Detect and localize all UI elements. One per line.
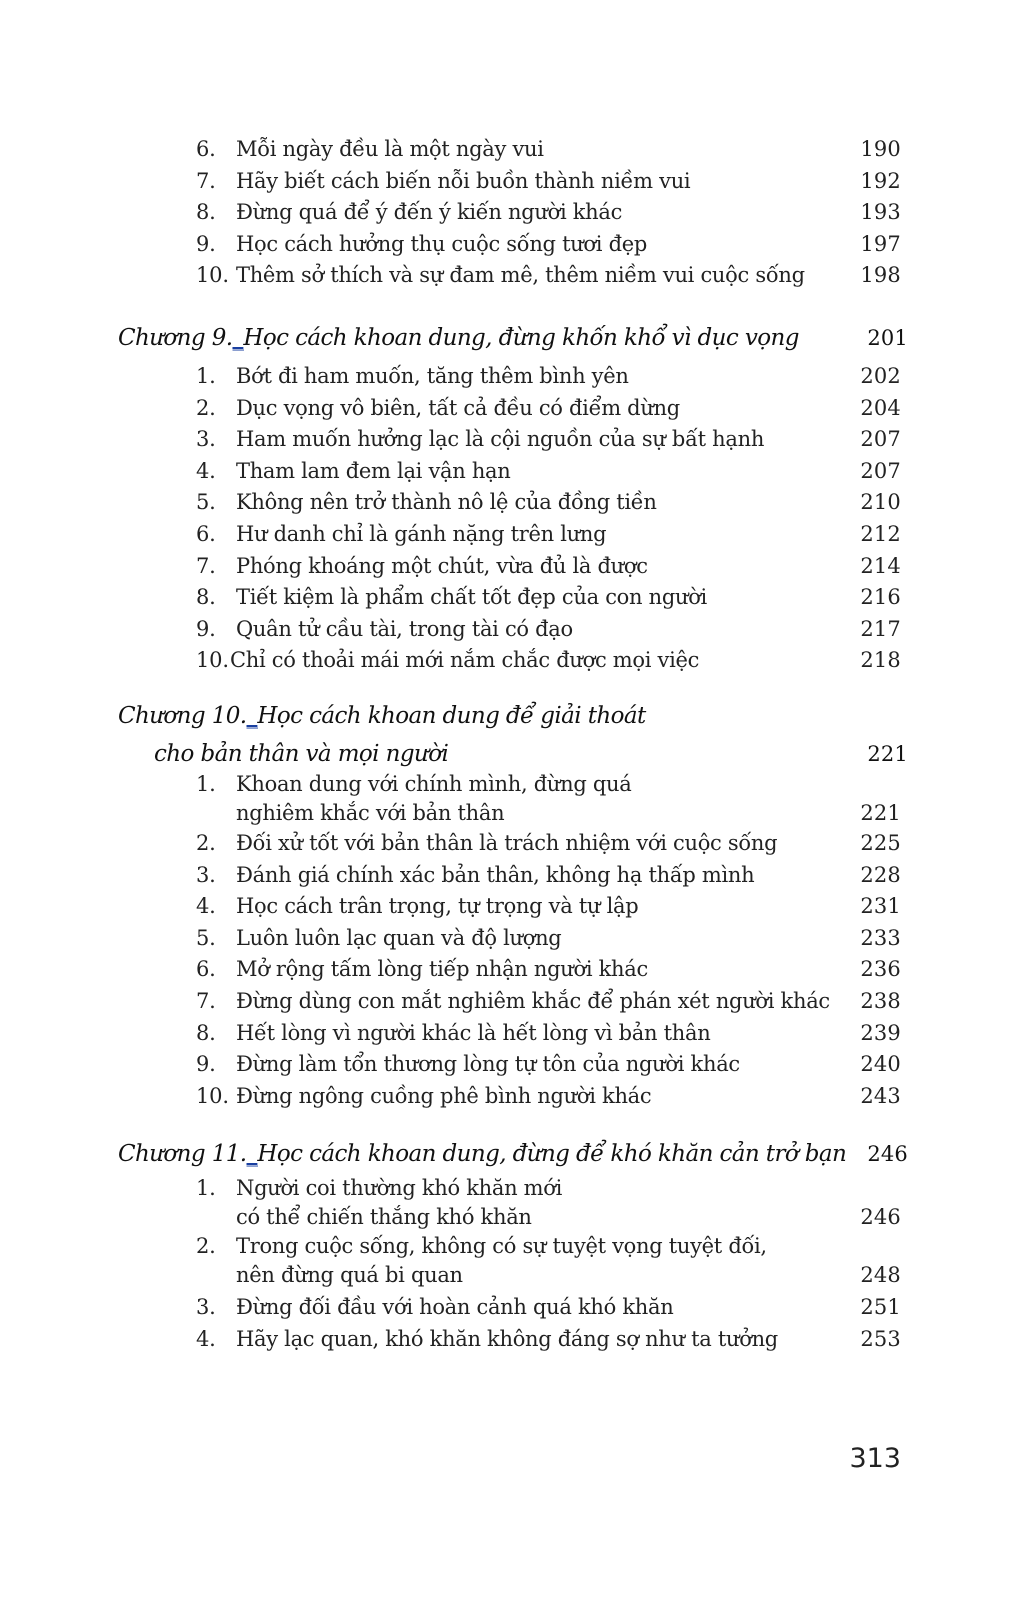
entry-page: 192: [860, 168, 901, 193]
chapter-link-mark: _: [246, 703, 258, 729]
entry-number: 2.: [196, 831, 216, 855]
toc-entry: [0, 551, 1025, 583]
toc-entry: [0, 891, 1025, 923]
entry-page: 251: [860, 1295, 901, 1319]
entry-page: 243: [860, 1083, 901, 1108]
toc-entry: [0, 229, 1025, 261]
toc-entry: [0, 487, 1025, 519]
entry-number: 8.: [196, 585, 216, 610]
entry-title: Hãy biết cách biến nỗi buồn thành niềm vui: [236, 168, 691, 193]
toc-entry: [0, 954, 1025, 986]
entry-number: 2.: [196, 395, 216, 420]
entry-page: 217: [860, 616, 901, 641]
entry-number: 9.: [196, 1052, 216, 1077]
entry-number: 9.: [196, 231, 216, 256]
toc-entry: [0, 424, 1025, 456]
chapter-page: 221: [867, 742, 908, 766]
entry-number: 4.: [196, 458, 216, 483]
entry-title: [236, 1174, 836, 1232]
entry-number: 1.: [196, 772, 216, 796]
toc-entry: [0, 828, 1025, 860]
entry-number: 7.: [196, 168, 216, 193]
toc-entry: [0, 1174, 1025, 1232]
entry-number: 10.: [196, 263, 229, 288]
chapter-title: [118, 320, 799, 356]
chapter-9-heading: [118, 320, 908, 356]
entry-number: 5.: [196, 925, 216, 950]
entry-page: 239: [860, 1020, 901, 1045]
entry-number: 1.: [196, 1176, 216, 1200]
entry-page: 218: [860, 648, 901, 673]
entry-title-line: Trong cuộc sống, không có sự tuyệt vọng tuyệt đối,: [236, 1234, 767, 1258]
entry-number: 4.: [196, 1326, 216, 1351]
chapter-11-heading: [118, 1136, 908, 1172]
entry-page: 198: [860, 263, 901, 288]
chapter-page: 201: [867, 326, 908, 350]
chapter-title: [118, 1136, 846, 1172]
entry-title: Đừng dùng con mắt nghiêm khắc để phán xét người khác: [236, 988, 830, 1013]
entry-title: Dục vọng vô biên, tất cả đều có điểm dừng: [236, 395, 680, 420]
entry-page: 210: [860, 490, 901, 515]
chapter-subtitle: cho bản thân và mọi người: [154, 741, 449, 767]
toc-entry: [0, 456, 1025, 488]
entry-page: 225: [860, 831, 901, 855]
chapter-title: [118, 698, 646, 734]
entry-page: 240: [860, 1052, 901, 1077]
entry-page: 216: [860, 585, 901, 610]
toc-entry: [0, 260, 1025, 292]
entry-number: 8.: [196, 200, 216, 225]
chapter-page: 246: [867, 1142, 908, 1166]
toc-entry: [0, 923, 1025, 955]
entry-number: 7.: [196, 553, 216, 578]
entry-title: Không nên trở thành nô lệ của đồng tiền: [236, 490, 657, 515]
toc-entry: [0, 614, 1025, 646]
entry-page: 246: [860, 1205, 901, 1229]
entry-page: 207: [860, 458, 901, 483]
entry-title-line: Khoan dung với chính mình, đừng quá: [236, 772, 632, 796]
entry-number: 6.: [196, 957, 216, 982]
entry-page: 231: [860, 894, 901, 919]
entry-page: 193: [860, 200, 901, 225]
toc-entry: [0, 1292, 1025, 1324]
entry-page: 202: [860, 364, 901, 388]
page-number: 313: [849, 1443, 901, 1474]
entry-page: 238: [860, 988, 901, 1013]
toc-entry: [0, 393, 1025, 425]
chapter-link-mark: _: [246, 1141, 258, 1167]
entry-number: 10.: [196, 648, 229, 673]
toc-entry: [0, 770, 1025, 828]
entry-number: 3.: [196, 427, 216, 452]
chapter-name: Học cách khoan dung, đừng khốn khổ vì dục vọng: [243, 325, 799, 351]
toc-list-top: [0, 134, 1025, 292]
entry-page: 248: [860, 1263, 901, 1287]
entry-title: Đừng làm tổn thương lòng tự tôn của người khác: [236, 1052, 740, 1077]
entry-page: 221: [860, 801, 901, 825]
chapter-10-heading: [118, 698, 908, 774]
entry-title: Chỉ có thoải mái mới nắm chắc được mọi việc: [230, 648, 700, 673]
toc-entry: [0, 134, 1025, 166]
toc-entry: [0, 645, 1025, 677]
entry-title-line: có thể chiến thắng khó khăn: [236, 1205, 532, 1229]
entry-title: Mở rộng tấm lòng tiếp nhận người khác: [236, 957, 648, 982]
entry-page: 190: [860, 137, 901, 161]
entry-number: 7.: [196, 988, 216, 1013]
entry-title: Phóng khoáng một chút, vừa đủ là được: [236, 553, 648, 578]
entry-page: 207: [860, 427, 901, 452]
entry-title: Đánh giá chính xác bản thân, không hạ thấp mình: [236, 862, 755, 887]
toc-entry: [0, 197, 1025, 229]
entry-title: Thêm sở thích và sự đam mê, thêm niềm vui cuộc sống: [236, 263, 805, 288]
chapter-name: Học cách khoan dung để giải thoát: [257, 703, 646, 729]
entry-title: Quân tử cầu tài, trong tài có đạo: [236, 616, 573, 641]
entry-title: Học cách trân trọng, tự trọng và tự lập: [236, 894, 639, 919]
entry-page: 236: [860, 957, 901, 982]
entry-title: Đừng đối đầu với hoàn cảnh quá khó khăn: [236, 1295, 674, 1319]
entry-number: 10.: [196, 1083, 229, 1108]
toc-entry: [0, 986, 1025, 1018]
toc-entry: [0, 1049, 1025, 1081]
chapter-link-mark: _: [232, 325, 244, 351]
entry-number: 9.: [196, 616, 216, 641]
toc-entry: [0, 519, 1025, 551]
entry-page: 233: [860, 925, 901, 950]
entry-title-line: Người coi thường khó khăn mới: [236, 1176, 563, 1200]
entry-number: 6.: [196, 137, 216, 161]
chapter-name: Học cách khoan dung, đừng để khó khăn cản trở bạn: [257, 1141, 847, 1167]
entry-title: Tiết kiệm là phẩm chất tốt đẹp của con người: [236, 585, 707, 610]
toc-entry: [0, 860, 1025, 892]
entry-title: [236, 770, 836, 828]
entry-number: 6.: [196, 521, 216, 546]
entry-page: 197: [860, 231, 901, 256]
chapter-prefix: Chương 11.: [118, 1141, 247, 1167]
entry-number: 3.: [196, 1295, 216, 1319]
entry-title: Học cách hưởng thụ cuộc sống tươi đẹp: [236, 231, 647, 256]
entry-title: Đối xử tốt với bản thân là trách nhiệm với cuộc sống: [236, 831, 778, 855]
entry-number: 5.: [196, 490, 216, 515]
entry-number: 8.: [196, 1020, 216, 1045]
entry-page: 204: [860, 395, 901, 420]
entry-title-line: nên đừng quá bi quan: [236, 1263, 463, 1287]
entry-title: Hư danh chỉ là gánh nặng trên lưng: [236, 521, 607, 546]
toc-entry: [0, 1081, 1025, 1113]
entry-title: Luôn luôn lạc quan và độ lượng: [236, 925, 562, 950]
entry-title: Đừng ngông cuồng phê bình người khác: [236, 1083, 652, 1108]
entry-number: 2.: [196, 1234, 216, 1258]
entry-title-line: nghiêm khắc với bản thân: [236, 801, 505, 825]
toc-entry: [0, 582, 1025, 614]
entry-title: Hết lòng vì người khác là hết lòng vì bản thân: [236, 1020, 711, 1045]
entry-title: Tham lam đem lại vận hạn: [236, 458, 511, 483]
entry-title: Hãy lạc quan, khó khăn không đáng sợ như ta tưởng: [236, 1326, 778, 1351]
entry-title: Đừng quá để ý đến ý kiến người khác: [236, 200, 623, 225]
entry-number: 3.: [196, 862, 216, 887]
entry-number: 1.: [196, 364, 216, 388]
entry-title: Ham muốn hưởng lạc là cội nguồn của sự bất hạnh: [236, 427, 765, 452]
entry-title: Mỗi ngày đều là một ngày vui: [236, 137, 544, 161]
toc-entry: [0, 1018, 1025, 1050]
entry-title: Bớt đi ham muốn, tăng thêm bình yên: [236, 364, 629, 388]
entry-page: 214: [860, 553, 901, 578]
toc-list-chapter-9: [0, 361, 1025, 677]
toc-entry: [0, 361, 1025, 393]
toc-entry: [0, 166, 1025, 198]
toc-entry: [0, 1232, 1025, 1292]
toc-list-chapter-10: [0, 770, 1025, 1112]
entry-title: [236, 1232, 836, 1290]
toc-entry: [0, 1324, 1025, 1356]
entry-page: 212: [860, 521, 901, 546]
entry-page: 253: [860, 1326, 901, 1351]
entry-page: 228: [860, 862, 901, 887]
chapter-prefix: Chương 9.: [118, 325, 233, 351]
chapter-prefix: Chương 10.: [118, 703, 247, 729]
entry-number: 4.: [196, 894, 216, 919]
toc-list-chapter-11: [0, 1174, 1025, 1355]
